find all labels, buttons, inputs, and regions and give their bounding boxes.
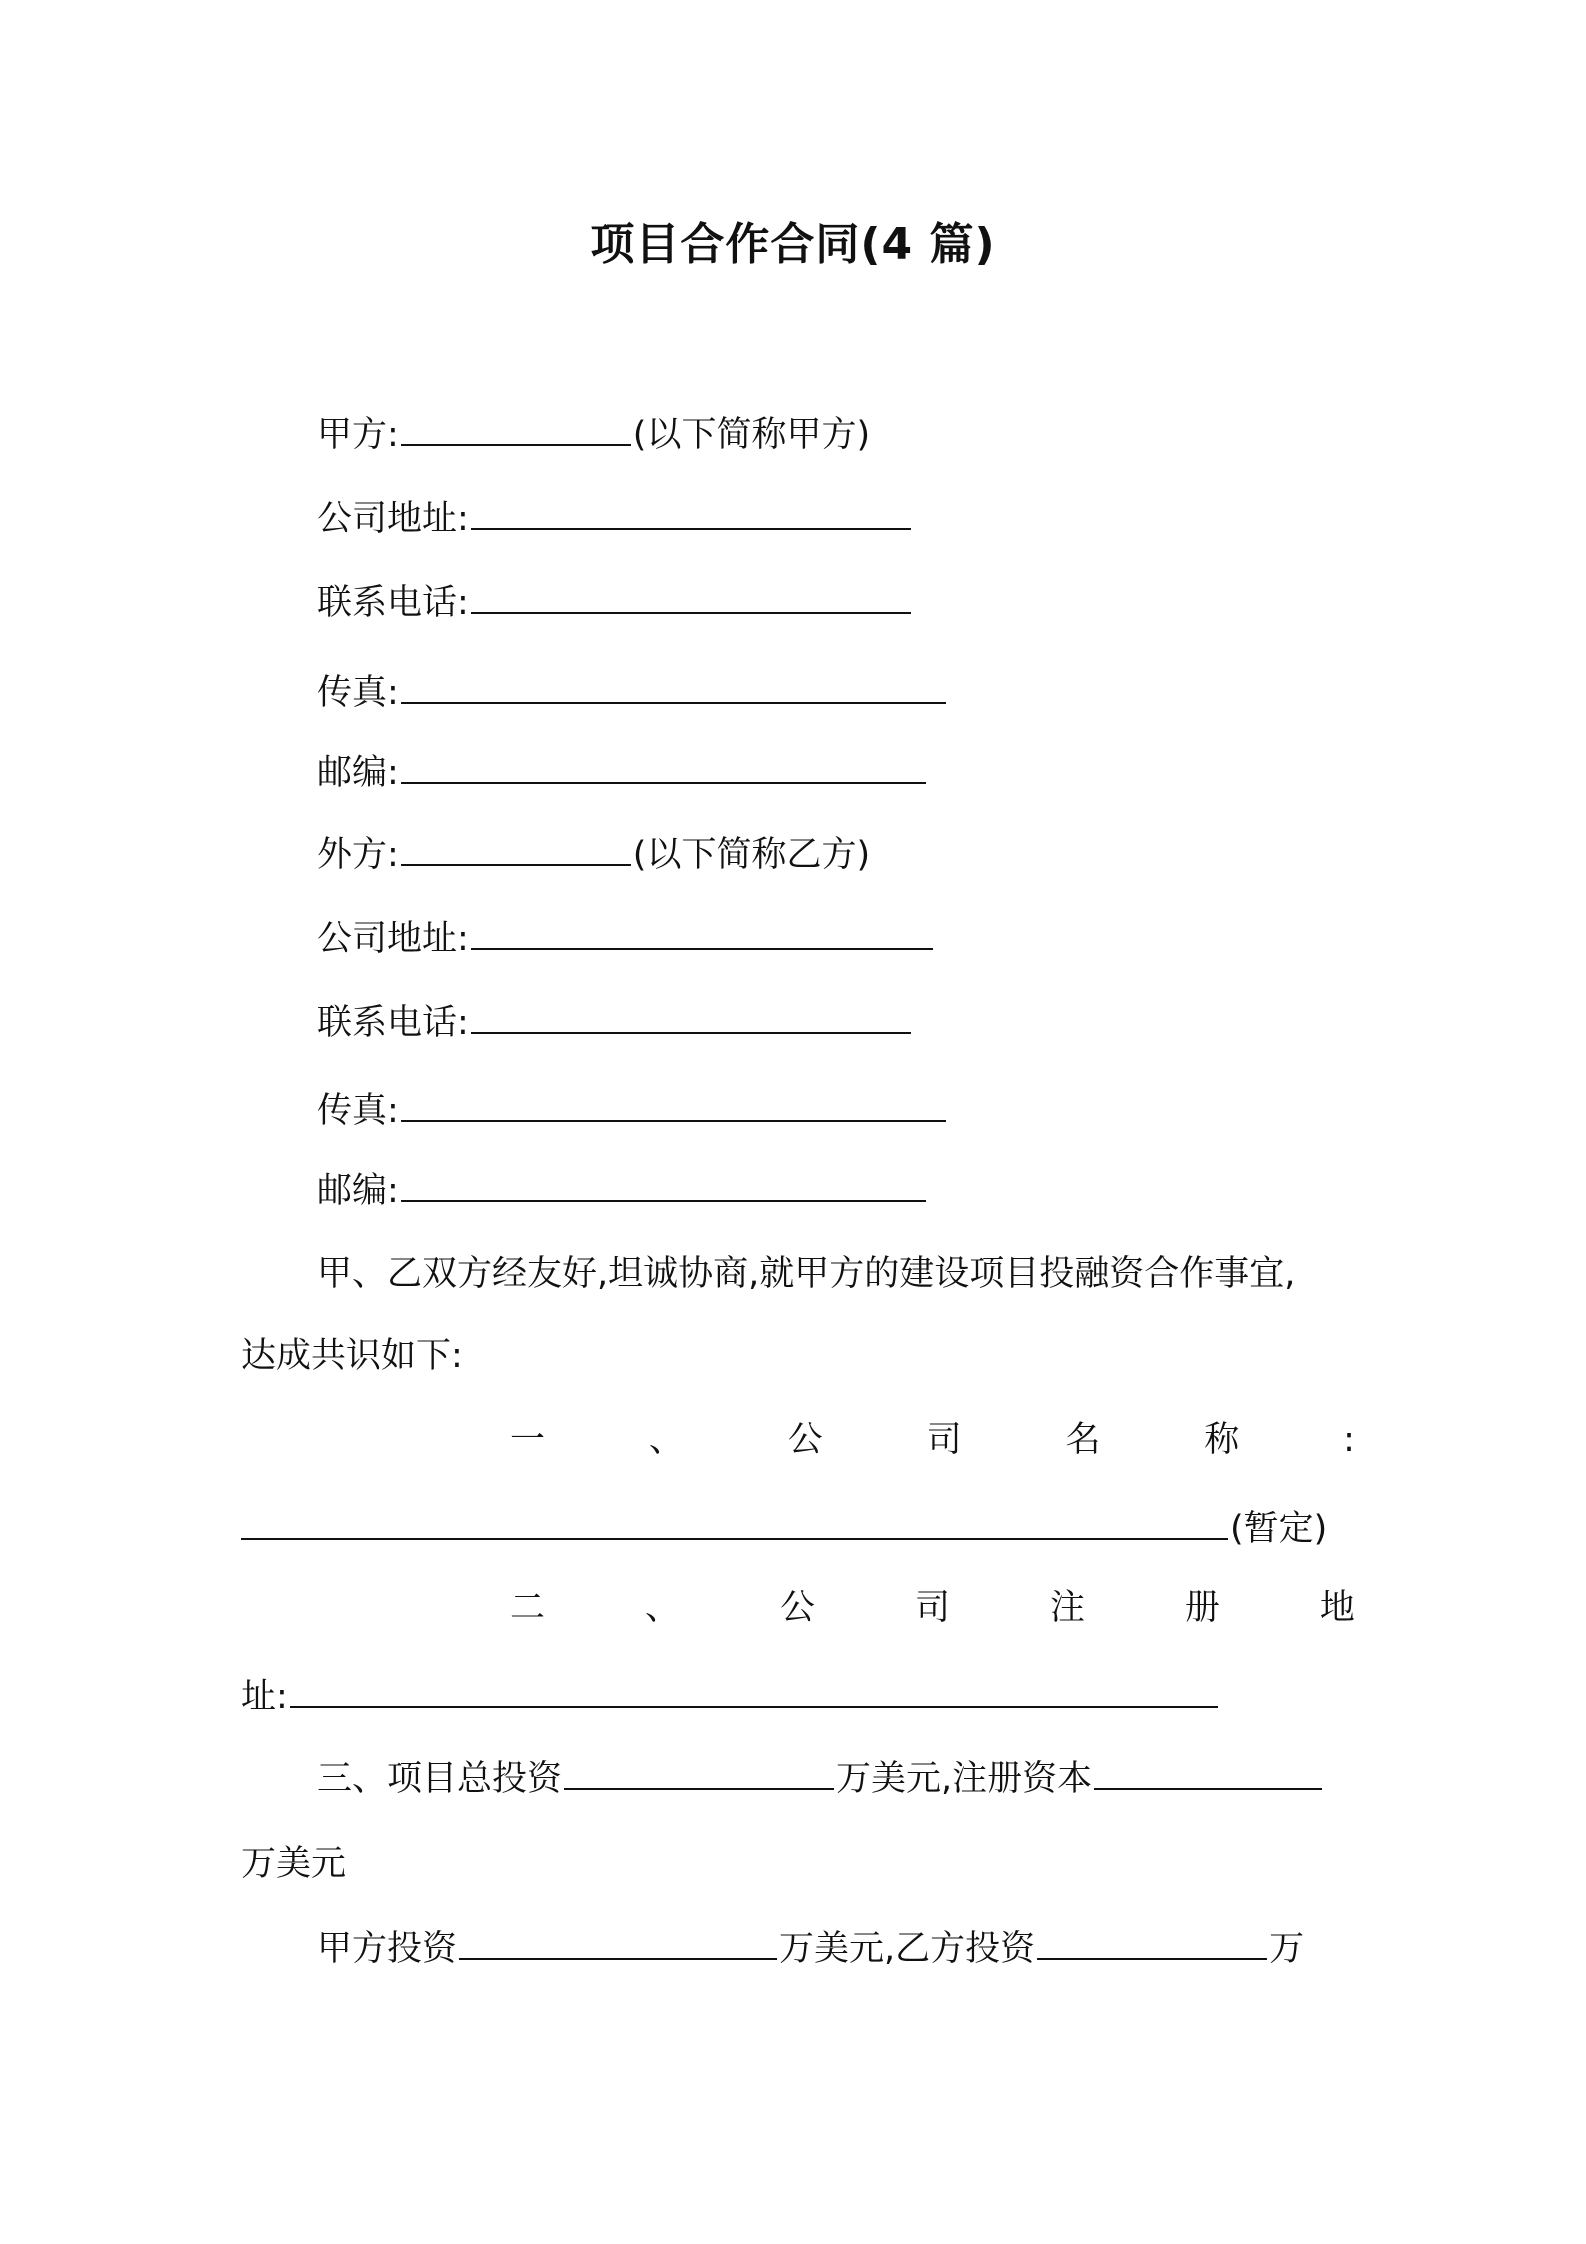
clause-2-char: 、	[644, 1588, 680, 1628]
party-b-name-line	[317, 830, 870, 879]
party-b-fax-line	[317, 1086, 948, 1135]
party-b-address-line	[317, 914, 935, 963]
party-a-zip-blank[interactable]	[401, 748, 926, 784]
clause-1-char: 公	[787, 1420, 823, 1460]
party-a-phone-blank[interactable]	[471, 578, 911, 614]
clause-2-char: 二	[510, 1588, 546, 1628]
clause-1-char: 、	[648, 1420, 684, 1460]
party-b-suffix: (以下简称乙方)	[632, 835, 871, 875]
registered-address-blank[interactable]	[290, 1672, 1218, 1708]
clause-1-char: 司	[926, 1420, 962, 1460]
party-a-address-line	[317, 494, 913, 543]
party-a-phone-line	[317, 578, 913, 627]
party-b-zip-label: 邮编:	[317, 1171, 399, 1211]
party-b-label: 外方:	[317, 835, 399, 875]
party-a-address-blank[interactable]	[471, 494, 911, 530]
registered-capital-blank[interactable]	[1094, 1754, 1322, 1790]
party-a-investment-blank[interactable]	[459, 1924, 777, 1960]
party-b-fax-blank[interactable]	[401, 1086, 946, 1122]
intro-line-1: 甲、乙双方经友好,坦诚协商,就甲方的建设项目投融资合作事宜,	[317, 1254, 1296, 1294]
party-a-name-blank[interactable]	[401, 410, 631, 446]
party-a-name-line	[317, 410, 870, 459]
party-a-label: 甲方:	[317, 415, 399, 455]
clause-3-prefix: 三、项目总投资	[317, 1759, 563, 1799]
clause-2-char: 司	[914, 1588, 950, 1628]
clause-2-continuation: 址:	[241, 1677, 288, 1717]
clause-1-char: :	[1343, 1420, 1355, 1460]
party-b-phone-label: 联系电话:	[317, 1003, 469, 1043]
party-a-zip-label: 邮编:	[317, 753, 399, 793]
party-b-zip-blank[interactable]	[401, 1166, 926, 1202]
party-b-address-blank[interactable]	[471, 914, 933, 950]
total-investment-blank[interactable]	[564, 1754, 834, 1790]
clause-1-heading	[510, 1416, 1355, 1464]
clause-1-char: 一	[510, 1420, 546, 1460]
clause-3-line	[317, 1754, 1324, 1803]
clause-4-prefix: 甲方投资	[317, 1929, 458, 1969]
party-b-phone-blank[interactable]	[471, 998, 911, 1034]
company-name-blank[interactable]	[241, 1504, 1228, 1540]
party-b-zip-line	[317, 1166, 928, 1215]
clause-3-continuation: 万美元	[241, 1844, 347, 1884]
clause-2-address-line	[241, 1672, 1220, 1721]
clause-4-line	[317, 1924, 1304, 1973]
clause-1-name-line	[241, 1504, 1327, 1553]
party-a-fax-blank[interactable]	[401, 668, 946, 704]
clause-4-end: 万	[1269, 1929, 1305, 1969]
party-a-phone-label: 联系电话:	[317, 583, 469, 623]
clause-1-char: 称	[1204, 1420, 1240, 1460]
clause-2-char: 册	[1184, 1588, 1220, 1628]
clause-2-char: 注	[1049, 1588, 1085, 1628]
document-title: 项目合作合同(4 篇)	[590, 219, 996, 270]
party-b-fax-label: 传真:	[317, 1091, 399, 1131]
party-a-address-label: 公司地址:	[317, 499, 469, 539]
party-a-suffix: (以下简称甲方)	[632, 415, 871, 455]
party-a-fax-label: 传真:	[317, 673, 399, 713]
clause-2-char: 地	[1319, 1588, 1355, 1628]
intro-line-2: 达成共识如下:	[241, 1336, 463, 1376]
clause-1-char: 名	[1065, 1420, 1101, 1460]
clause-3-middle: 万美元,注册资本	[836, 1759, 1093, 1799]
clause-2-heading	[510, 1584, 1355, 1632]
party-a-zip-line	[317, 748, 928, 797]
party-b-address-label: 公司地址:	[317, 919, 469, 959]
party-b-name-blank[interactable]	[401, 830, 631, 866]
party-a-fax-line	[317, 668, 948, 717]
clause-1-suffix: (暂定)	[1230, 1509, 1328, 1549]
clause-4-middle: 万美元,乙方投资	[779, 1929, 1036, 1969]
clause-2-char: 公	[779, 1588, 815, 1628]
party-b-investment-blank[interactable]	[1037, 1924, 1267, 1960]
party-b-phone-line	[317, 998, 913, 1047]
